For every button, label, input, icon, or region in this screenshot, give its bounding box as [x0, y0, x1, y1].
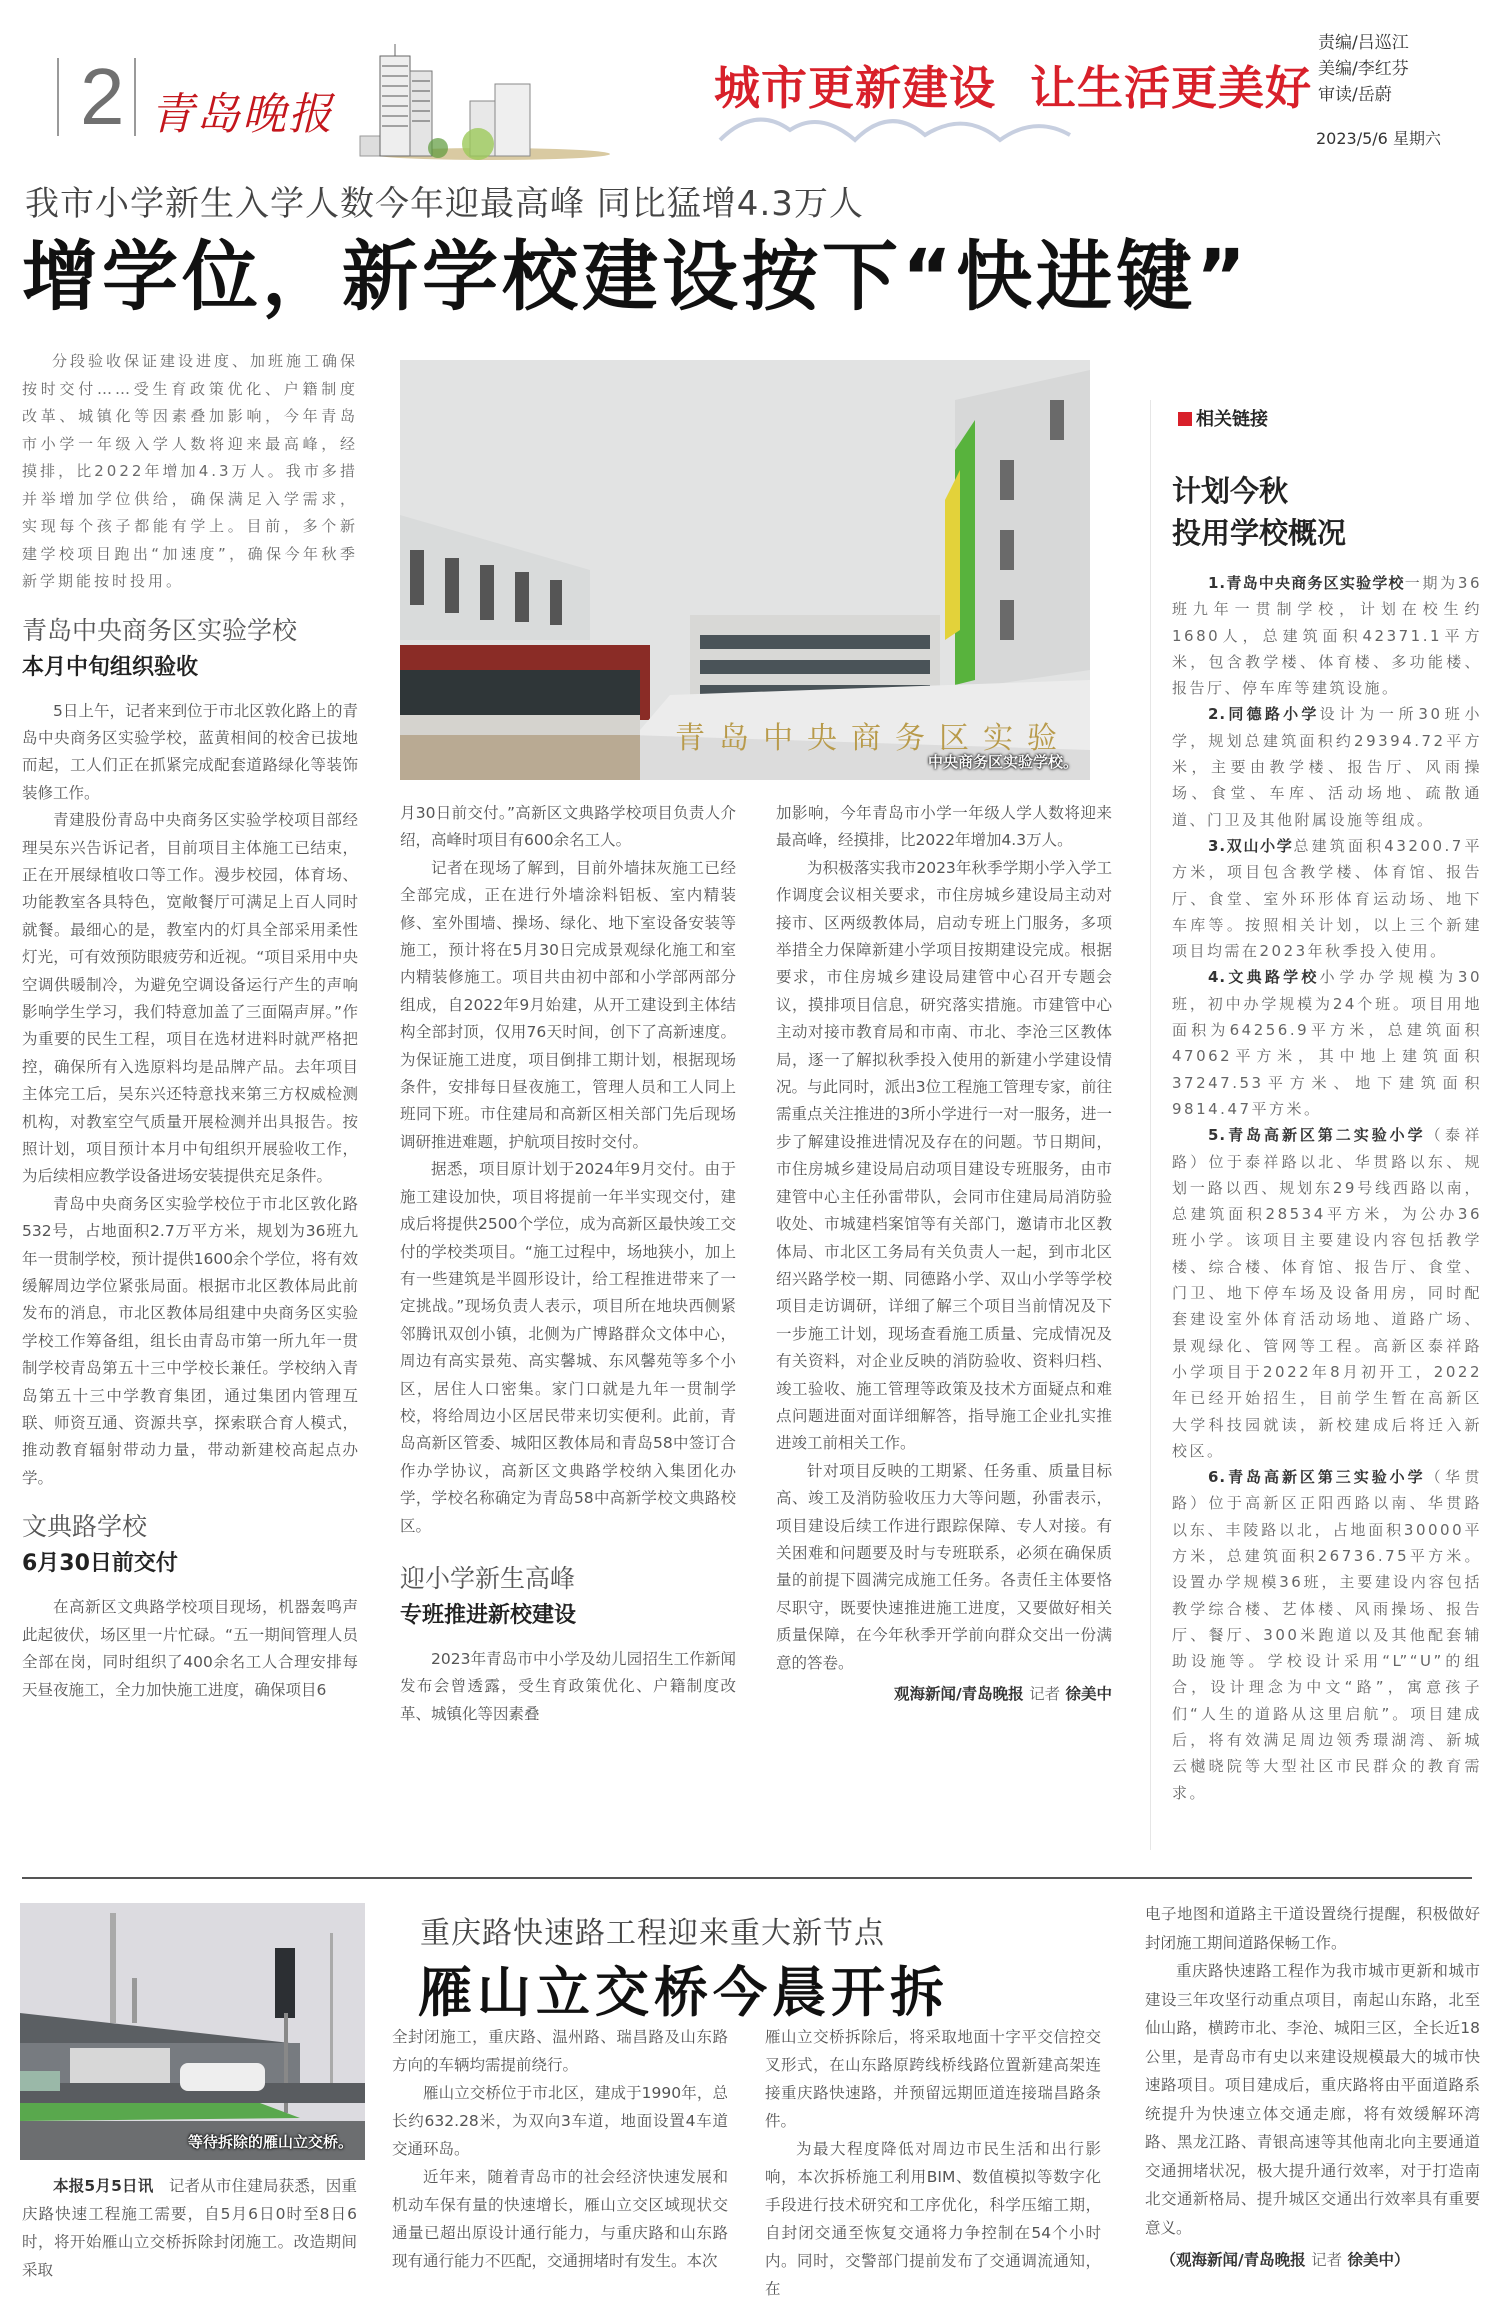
article-column-2 — [400, 800, 736, 1728]
paragraph: 雁山立交桥拆除后，将采取地面十字平交信控交叉形式，在山东路原跨线桥线路位置新建高架连接重庆路快速路，并预留远期匝道连接瑞昌路条件。 — [765, 2028, 1101, 2130]
paragraph: 近年来，随着青岛市的社会经济快速发展和机动车保有量的快速增长，雁山立交区域现状交通量已超出原设计通行能力，与重庆路和山东路现有通行能力不匹配，交通拥堵时有发生。本次 — [392, 2168, 728, 2270]
article-headline: 增学位，新学校建设按下“快进键” — [22, 232, 1250, 321]
paragraph: 雁山立交桥位于市北区，建成于1990年，总长约632.28米，为双向3车道，地面设置4车道交通环岛。 — [392, 2084, 728, 2158]
school-name: 3.双山小学 — [1208, 836, 1294, 855]
photo-caption: 等待拆除的雁山立交桥。 — [187, 2133, 353, 2151]
bridge-photo — [20, 1903, 365, 2160]
paragraph: 在高新区文典路学校项目现场，机器轰鸣声此起彼伏，场区里一片忙碌。“五一期间管理人员全部在岗，同时组织了400余名工人合理安排每天昼夜施工，全力加快施工进度，确保项目6 — [22, 1598, 358, 1699]
red-square-icon — [1178, 412, 1192, 426]
sidebar-school-list — [1172, 570, 1482, 1806]
school-item — [1172, 1464, 1482, 1806]
section-divider — [22, 1877, 1472, 1879]
sidebar-title — [1172, 470, 1346, 554]
article-byline — [776, 1681, 1112, 1708]
sidebar-title-line: 投用学校概况 — [1172, 516, 1347, 550]
section-slogan: 城市更新建设 让生活更美好 — [714, 61, 1313, 115]
issue-date: 2023/5/6 星期六 — [1316, 129, 1441, 148]
byline-role: 记者 — [1029, 1685, 1061, 1703]
school-name: 2.同德路小学 — [1208, 705, 1320, 724]
paragraph: 为最大程度降低对周边市民生活和出行影响，本次拆桥施工利用BIM、数值模拟等数字化手段进行技术研究和工序优化，科学压缩工期，自封闭交通至恢复交通将力争控制在54个小时内。同时，交警部门提前发布了交通调流通知，在 — [765, 2140, 1101, 2298]
paragraph — [22, 2172, 357, 2284]
dateline: 本报5月5日讯 — [53, 2177, 154, 2195]
paragraph: 月30日前交付。”高新区文典路学校项目负责人介绍，高峰时项目有600余名工人。 — [400, 804, 736, 850]
school-item — [1172, 701, 1482, 832]
school-description: 设计为一所30班小学，规划总建筑面积约29394.72平方米，主要由教学楼、报告厅、风雨操场、食堂、车库、活动场地、疏散通道、门卫及其他附属设施等组成。 — [1172, 705, 1483, 829]
paragraph: 加影响，今年青岛市小学一年级人学人数将迎来最高峰，经摸排，比2022年增加4.3万人。 — [776, 804, 1112, 850]
related-links-label: 相关链接 — [1196, 409, 1268, 430]
credit-editor: 责编/吕巡江 — [1318, 33, 1409, 53]
byline-source: 观海新闻/青岛晚报 — [893, 1685, 1024, 1703]
section-subhead-bold: 本月中旬组织验收 — [22, 654, 199, 680]
school-item — [1172, 964, 1482, 1122]
byline-author: 徐美中） — [1347, 2251, 1410, 2269]
paragraph: 针对项目反映的工期紧、任务重、质量目标高、竣工及消防验收压力大等问题，孙雷表示，项目建设后续工作进行跟踪保障、专人对接。有关困难和问题要及时与专班联系，必须在确保质量的前提下圆满完成施工任务。各责任主体要恪尽职守，既要快速推进施工进度，又要做好相关质量保障，在今年秋季开学前向群众交出一份满意的答卷。 — [776, 1461, 1112, 1672]
school-item — [1172, 833, 1482, 964]
school-name: 6.青岛高新区第三实验小学 — [1208, 1468, 1426, 1487]
byline-author: 徐美中 — [1065, 1685, 1112, 1703]
credit-designer: 美编/李红芬 — [1318, 59, 1409, 79]
related-links-tag — [1178, 405, 1268, 431]
city-buildings-illustration — [320, 26, 710, 161]
paragraph: 重庆路快速路工程作为我市城市更新和城市建设三年攻坚行动重点项目，南起山东路，北至仙山路，横跨市北、李沧、城阳三区，全长近18公里，是青岛市有史以来建设规模最大的城市快速路项目。项目建成后，重庆路将由平面道路系统提升为快速立体交通走廊，将有效缓解环湾路、黑龙江路、青银高速等其他南北向主要通道交通拥堵状况，极大提升通行效率，对于打造南北交通新格局、提升城区交通出行效率具有重要意义。 — [1145, 1962, 1480, 2237]
paragraph: 青岛中央商务区实验学校位于市北区敦化路532号，占地面积2.7万平方米，规划为36班九年一贯制学校，预计提供1600余个学位，将有效缓解周边学位紧张局面。根据市北区教体局此前发布的消息，市北区教体局组建中央商务区实验学校工作筹备组，组长由青岛市第一所九年一贯制学校青岛第五十三中学校长兼任。学校纳入青岛第五十三中学教育集团，通过集团内管理互联、师资互通、资源共享，探索联合育人模式，推动教育辐射带动力量，带动新建校高起点办学。 — [22, 1194, 358, 1487]
school-name: 5.青岛高新区第二实验小学 — [1208, 1126, 1426, 1145]
page-number: 2 — [80, 52, 125, 141]
paragraph: 记者在现场了解到，目前外墙抹灰施工已经全部完成，正在进行外墙涂料铝板、室内精装修、室外围墙、操场、绿化、地下室设备安装等施工，预计将在5月30日完成景观绿化施工和室内精装修施工。项目共由初中部和小学部两部分组成，自2022年9月始建，从开工建设到主体结构全部封顶，仅用76天时间，创下了高新速度。为保证施工进度，项目倒排工期计划，根据现场条件，安排每日昼夜施工，管理人员和工人同上班同下班。市住建局和高新区相关部门先后现场调研推进难题，护航项目按时交付。 — [400, 858, 736, 1151]
article-column-3 — [776, 800, 1112, 1708]
article2-column-3 — [765, 2023, 1101, 2303]
page-number-divider — [134, 58, 136, 136]
section-subhead-bold: 专班推进新校建设 — [400, 1602, 577, 1628]
byline-role: 记者 — [1311, 2251, 1343, 2269]
school-item — [1172, 570, 1482, 701]
paragraph: 青建股份青岛中央商务区实验学校项目部经理吴东兴告诉记者，目前项目主体施工已结束，正在开展绿植收口等工作。漫步校园，体育场、功能教室各具特色，宽敞餐厅可满足上百人同时就餐。最细心的是，教室内的灯具全部采用柔性灯光，可有效预防眼疲劳和近视。“项目采用中央空调供暖制冷，为避免空调设备运行产生的声响影响学生学习，我们特意加盖了三面隔声屏。”作为重要的民生工程，项目在选材进料时就严格把控，确保所有入选原料均是品牌产品。去年项目主体完工后，吴东兴还特意找来第三方权威检测机构，对教室空气质量开展检测并出具报告。按照计划，项目预计本月中旬组织开展验收工作，为后续相应教学设备进场安装提供充足条件。 — [22, 811, 358, 1186]
school-item — [1172, 1122, 1482, 1464]
paragraph: 5日上午，记者来到位于市北区敦化路上的青岛中央商务区实验学校，蓝黄相间的校舍已拔地而起，工人们正在抓紧完成配套道路绿化等装饰装修工作。 — [22, 701, 358, 802]
school-name: 1.青岛中央商务区实验学校 — [1208, 574, 1405, 592]
photo-caption: 中央商务区实验学校。 — [927, 753, 1078, 771]
school-photo-image — [400, 360, 1090, 780]
article2-column-2 — [392, 2023, 728, 2275]
school-description: （华贯路）位于高新区正阳西路以南、华贯路以东、丰陵路以北，占地面积30000平方米，总建筑面积26736.75平方米。设置办学规模36班，主要建设内容包括教学综合楼、艺体楼、风雨操场、报告厅、餐厅、300米跑道以及其他配套辅助设施等。学校设计采用“L”“U”的组合，设计理念为中文“路”，寓意孩子们“人生的道路从这里启航”。项目建成后，将有效满足周边领秀璟湖湾、新城云樾晓院等大型社区市民群众的教育需求。 — [1172, 1468, 1482, 1802]
paragraph: 为积极落实我市2023年秋季学期小学入学工作调度会议相关要求，市住房城乡建设局主动对接市、区两级教体局，启动专班上门服务，多项举措全力保障新建小学项目按期建设完成。根据要求，市住房城乡建设局建管中心召开专题会议，摸排项目信息，研究落实措施。市建管中心主动对接市教育局和市南、市北、李沧三区教体局，逐一了解拟秋季投入使用的新建小学建设情况。与此同时，派出3位工程施工管理专家，前往需重点关注推进的3所小学进行一对一服务，进一步了解建设推进情况及存在的问题。节日期间，市住房城乡建设局启动项目建设专班服务，由市建管中心主任孙雷带队，会同市住建局局消防验收处、市城建档案馆等有关部门，邀请市北区教体局、市北区工务局有关负责人一起，到市北区绍兴路学校一期、同德路小学、双山小学等学校项目走访调研，详细了解三个项目当前情况及下一步施工计划，现场查看施工质量、完成情况及有关资料，对企业反映的消防验收、资料归档、竣工验收、施工管理等政策及技术方面疑点和难点问题进面对面详细解答，指导施工企业扎实推进竣工前相关工作。 — [776, 858, 1112, 1453]
credit-proofreader: 审读/岳蔚 — [1318, 85, 1392, 105]
school-photo — [400, 360, 1090, 780]
section-subhead: 迎小学新生高峰 — [400, 1563, 576, 1593]
editorial-credits — [1318, 30, 1409, 108]
byline-source: （观海新闻/青岛晚报 — [1160, 2251, 1306, 2269]
section-subhead: 青岛中央商务区实验学校 — [22, 615, 298, 645]
article2-column-1 — [22, 2172, 357, 2284]
school-name: 4.文典路学校 — [1208, 968, 1320, 987]
section-subhead: 文典路学校 — [22, 1512, 148, 1542]
section-subhead-bold: 6月30日前交付 — [22, 1551, 178, 1577]
bridge-photo-image — [20, 1903, 365, 2160]
school-sign-text: 青岛中央商务区实验 — [675, 721, 1071, 756]
sidebar-title-line: 计划今秋 — [1172, 474, 1289, 508]
page-number-divider — [57, 58, 59, 136]
paragraph-text: 记者从市住建局获悉，因重庆路快速工程施工需要，自5月6日0时至8日6时，将开始雁山立交桥拆除封闭施工。改造期间采取 — [22, 2177, 357, 2279]
article-lead: 分段验收保证建设进度、加班施工确保按时交付……受生育政策优化、户籍制度改革、城镇化等因素叠加影响，今年青岛市小学一年级入学人数将迎来最高峰，经摸排，比2022年增加4.3万人。我市多措并举增加学位供给，确保满足入学需求，实现每个孩子都能有学上。目前，多个新建学校项目跑出“加速度”，确保今年秋季新学期能按时投用。 — [22, 352, 359, 590]
school-description: 总建筑面积43200.7平方米，项目包含教学楼、体育馆、报告厅、食堂、室外环形体育运动场、地下车库等。按照相关计划，以上三个新建项目均需在2023年秋季投入使用。 — [1172, 836, 1482, 961]
school-description: 一期为36班九年一贯制学校，计划在校生约1680人，总建筑面积42371.1平方米，包含教学楼、体育楼、多功能楼、报告厅、停车库等建筑设施。 — [1172, 574, 1482, 698]
article2-headline: 雁山立交桥今晨开拆 — [418, 1961, 949, 2024]
paragraph: 2023年青岛市中小学及幼儿园招生工作新闻发布会曾透露，受生育政策优化、户籍制度改革、城镇化等因素叠 — [400, 1649, 736, 1723]
school-description: （泰祥路）位于泰祥路以北、华贯路以东、规划一路以西、规划东29号线西路以南，总建筑面积28534平方米，为公办36班小学。该项目主要建设内容包括教学楼、综合楼、体育馆、报告厅、食堂、门卫、地下停车场及设备用房，同时配套建设室外体育活动场地、道路广场、景观绿化、管网等工程。高新区泰祥路小学项目于2022年8月初开工，2022年已经开始招生，目前学生暂在高新区大学科技园就读，新校建成后将迁入新校区。 — [1172, 1126, 1482, 1460]
article2-byline — [1145, 2246, 1480, 2275]
article2-kicker: 重庆路快速路工程迎来重大新节点 — [420, 1916, 885, 1951]
paragraph: 电子地图和道路主干道设置绕行提醒，积极做好封闭施工期间道路保畅工作。 — [1145, 1905, 1480, 1952]
article-kicker: 我市小学新生入学人数今年迎最高峰 同比猛增4.3万人 — [25, 184, 864, 224]
article2-column-4 — [1145, 1900, 1480, 2275]
paragraph: 全封闭施工，重庆路、温州路、瑞昌路及山东路方向的车辆均需提前绕行。 — [392, 2028, 728, 2074]
article-column-1 — [22, 348, 358, 1704]
newspaper-logo: 青岛晚报 — [150, 89, 334, 140]
school-description: 小学办学规模为30班，初中办学规模为24个班。项目用地面积为64256.9平方米，总建筑面积47062平方米，其中地上建筑面积37247.53平方米、地下建筑面积9814.47平方米。 — [1172, 968, 1483, 1118]
paragraph: 据悉，项目原计划于2024年9月交付。由于施工建设加快，项目将提前一年半实现交付，建成后将提供2500个学位，成为高新区最快竣工交付的学校类项目。“施工过程中，场地狭小，加上有一些建筑是半圆形设计，给工程推进带来了一定挑战。”现场负责人表示，项目所在地块西侧紧邻腾讯双创小镇，北侧为广博路群众文体中心，周边有高实景苑、高实馨城、东风馨苑等多个小区，居住人口密集。家门口就是九年一贯制学校，将给周边小区居民带来切实便利。此前，青岛高新区管委、城阳区教体局和青岛58中签订合作办学协议，高新区文典路学校纳入集团化办学，学校名称确定为青岛58中高新学校文典路校区。 — [400, 1160, 736, 1535]
